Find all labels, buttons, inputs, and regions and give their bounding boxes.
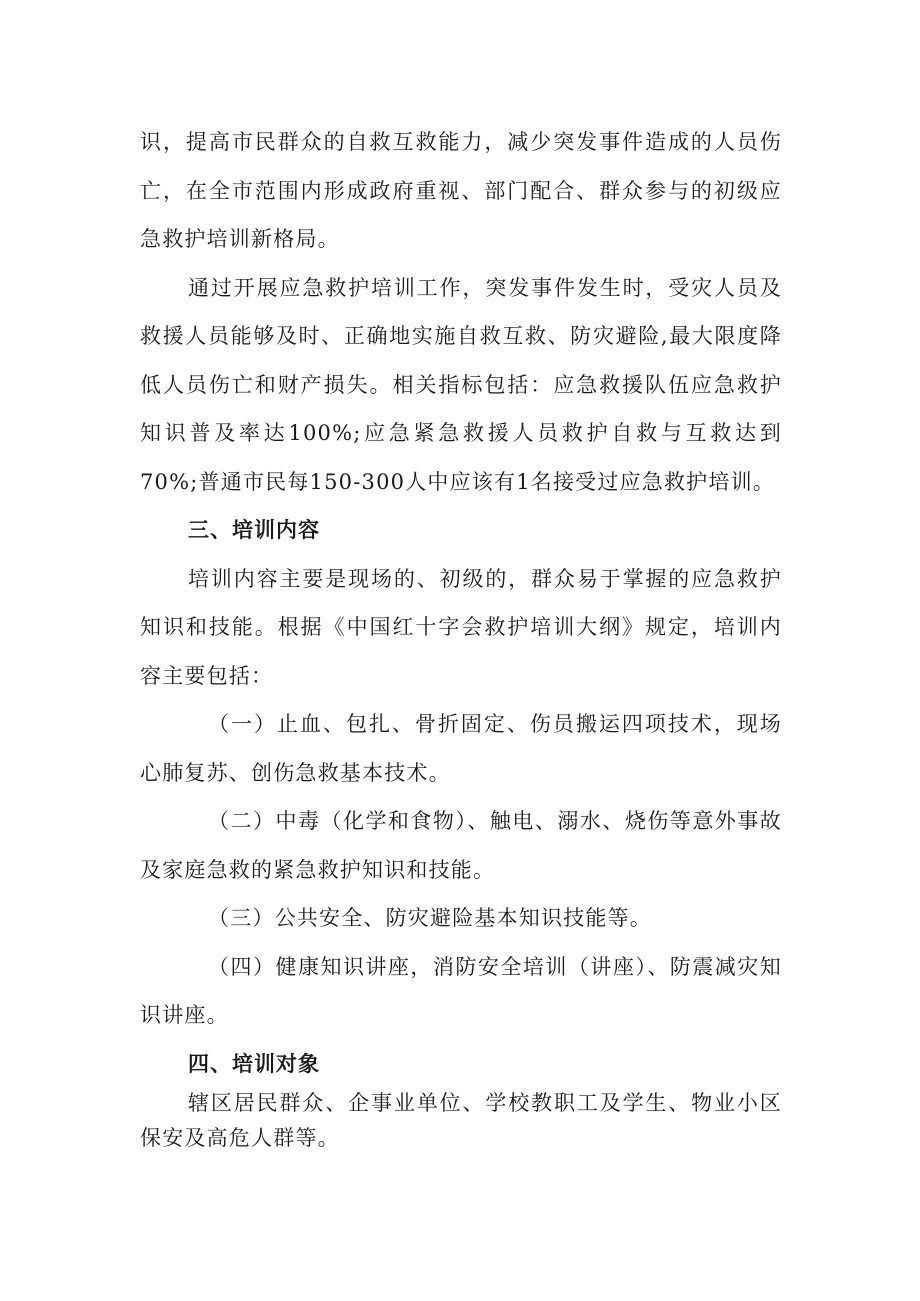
document-page	[140, 118, 782, 1156]
list-item-4: （四）健康知识讲座，消防安全培训（讲座）、防震减灾知识讲座。	[140, 954, 782, 1027]
paragraph-training-content-intro: 培训内容主要是现场的、初级的，群众易于掌握的应急救护知识和技能。根据《中国红十字会救护培训大纲》规定，培训内容主要包括：	[140, 566, 782, 688]
paragraph-training-targets: 辖区居民群众、企事业单位、学校教职工及学生、物业小区保安及高危人群等。	[140, 1090, 782, 1150]
list-item-2: （二）中毒（化学和食物）、触电、溺水、烧伤等意外事故及家庭急救的紧急救护知识和技能。	[140, 809, 782, 882]
paragraph-indicators: 通过开展应急救护培训工作，突发事件发生时，受灾人员及救援人员能够及时、正确地实施自救互救、防灾避险,最大限度降低人员伤亡和财产损失。相关指标包括：应急救援队伍应急救护知识普及率达100%;应急紧急救援人员救护自救与互救达到70%;普通市民每150-300人中应该有1名接受过应急救护培训。	[140, 275, 782, 494]
paragraph-goal-continued: 识，提高市民群众的自救互救能力，减少突发事件造成的人员伤亡，在全市范围内形成政府重视、部门配合、群众参与的初级应急救护培训新格局。	[140, 130, 782, 251]
section-heading-training-targets: 四、培训对象	[188, 1051, 320, 1076]
list-item-3: （三）公共安全、防灾避险基本知识技能等。	[208, 906, 652, 930]
list-item-1: （一）止血、包扎、骨折固定、伤员搬运四项技术，现场心肺复苏、创伤急救基本技术。	[140, 712, 782, 785]
section-heading-training-content: 三、培训内容	[188, 518, 320, 542]
